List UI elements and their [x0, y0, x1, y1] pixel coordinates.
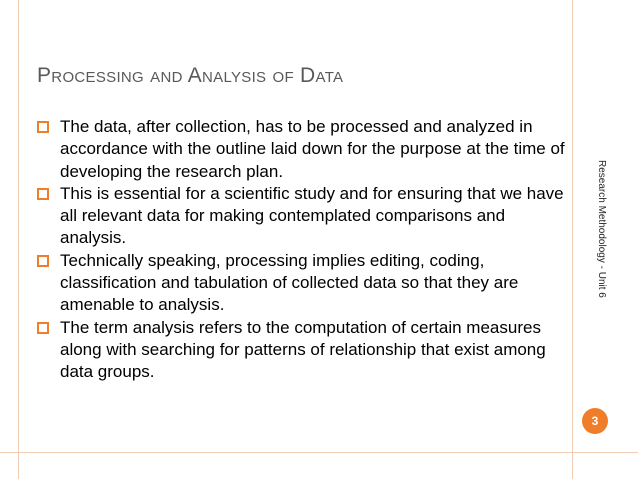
right-divider [572, 0, 573, 479]
bullet-item [37, 317, 567, 384]
bullet-text: The term analysis refers to the computation of certain measures along with searching for patterns of relationship that exist among data groups. [60, 317, 546, 382]
course-label: Research Methodology - Unit 6 [596, 160, 607, 298]
slide-title: Processing and Analysis of Data [37, 64, 344, 87]
open-square-icon [37, 255, 49, 267]
page-number-badge: 3 [582, 408, 608, 434]
bullet-text: The data, after collection, has to be processed and analyzed in accordance with the outline laid down for the purpose at the time of developing the research plan. [60, 117, 565, 181]
bullet-list [37, 116, 567, 384]
open-square-icon [37, 188, 49, 200]
open-square-icon [37, 322, 49, 334]
bullet-text: This is essential for a scientific study and for ensuring that we have all relevant data for making contemplated comparisons and analysis. [60, 183, 564, 248]
open-square-icon [37, 121, 49, 133]
bullet-item [37, 183, 567, 250]
bullet-text: Technically speaking, processing implies editing, coding, classification and tabulation of collected data so that they are amenable to analysis. [60, 250, 519, 315]
bullet-item [37, 116, 567, 183]
bottom-divider [0, 452, 638, 453]
bullet-item [37, 250, 567, 317]
left-divider [18, 0, 19, 479]
